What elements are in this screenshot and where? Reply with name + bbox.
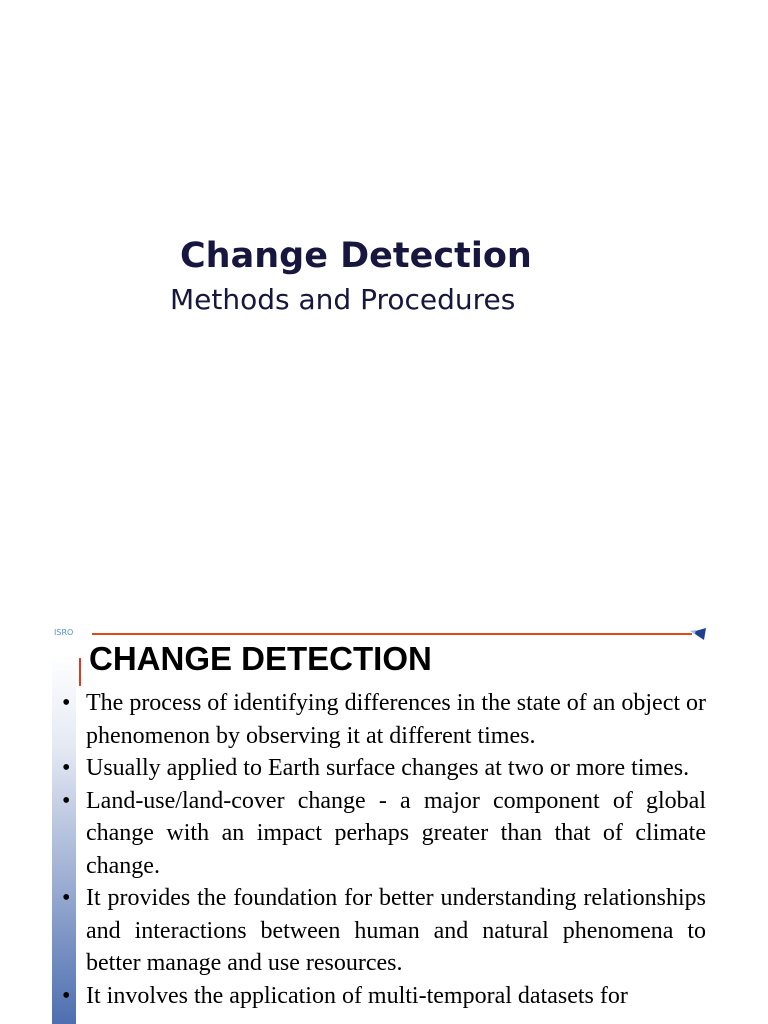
slide-title: Change Detection <box>180 236 532 276</box>
bullet-list <box>58 687 706 1012</box>
slide-heading: CHANGE DETECTION <box>89 640 432 677</box>
bullet-icon: • <box>62 690 71 716</box>
slide-subtitle: Methods and Procedures <box>170 283 516 316</box>
corner-flag-icon <box>690 626 706 640</box>
header-rule <box>92 633 692 635</box>
list-item <box>58 785 706 883</box>
list-item <box>58 687 706 752</box>
accent-divider <box>79 658 81 686</box>
content-slide <box>52 626 712 1024</box>
bullet-text: It provides the foundation for better understanding relationships and interactions between human and natural phenomena to better manage and use resources. <box>86 885 706 976</box>
bullet-text: The process of identifying differences in the state of an object or phenomenon by observing it at different times. <box>86 690 707 749</box>
bullet-icon: • <box>62 787 71 814</box>
logo: ISRO <box>54 628 74 637</box>
bullet-icon: • <box>62 982 71 1009</box>
list-item <box>58 980 706 1013</box>
bullet-text: It involves the application of multi-temporal datasets for <box>86 982 628 1009</box>
list-item <box>58 882 706 980</box>
list-item <box>58 752 706 785</box>
bullet-text: Land-use/land-cover change - a major component of global change with an impact perhaps greater than that of climate change. <box>86 787 706 879</box>
bullet-icon: • <box>62 885 71 911</box>
bullet-text: Usually applied to Earth surface changes at two or more times. <box>86 755 690 781</box>
bullet-icon: • <box>62 755 71 781</box>
